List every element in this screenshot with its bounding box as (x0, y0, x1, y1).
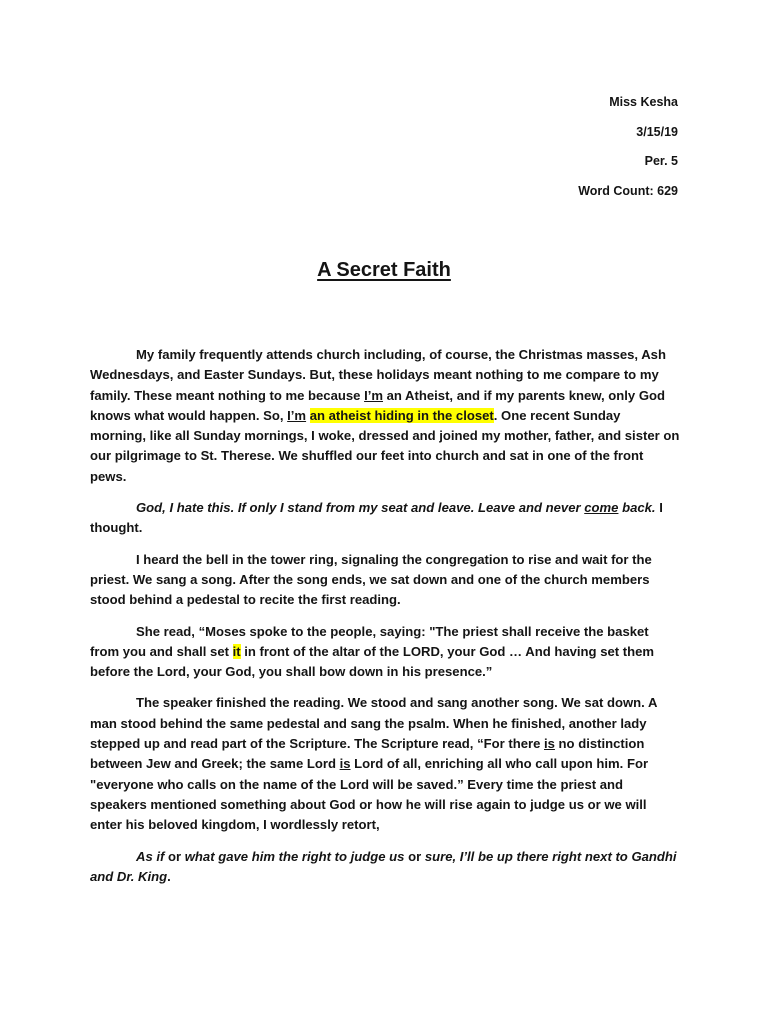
underlined-italic-text: come (584, 500, 619, 516)
author-name: Miss Kesha (609, 95, 678, 109)
text-run: She read, “Moses spoke to the people, saying: "The priest shall receive the basket from you and shall set (90, 623, 649, 659)
text-run: or (404, 848, 425, 864)
document-body (90, 345, 680, 898)
text-run: or (164, 848, 185, 864)
italic-text: back. (618, 500, 656, 516)
word-count: Word Count: 629 (578, 183, 678, 198)
text-run: no distinction between Jew and Greek; the same Lord (90, 736, 645, 772)
paragraph-1 (90, 345, 680, 487)
italic-text: As if (136, 848, 165, 864)
highlighted-text: it (232, 643, 241, 659)
paragraph-4 (90, 622, 680, 683)
paragraph-6 (90, 847, 680, 888)
underlined-text: I’m (364, 387, 383, 403)
text-run: I thought. (90, 500, 663, 536)
text-run: in front of the altar of the LORD, your God … And having set them before the Lord, your God, you shall bow down in his presence.” (90, 643, 655, 680)
document-title: A Secret Faith (317, 259, 451, 281)
italic-text: God, I hate this. If only I stand from my seat and leave. Leave and never (136, 500, 585, 516)
italic-text: what gave him the right to judge us (184, 848, 405, 864)
underlined-text: I’m (287, 407, 307, 423)
text-run: an Atheist, and if my parents knew, only God knows what would happen. So, (90, 387, 666, 423)
italic-text: sure, I’ll be up there right next to Gandhi and Dr. King (90, 848, 677, 884)
document-header (578, 92, 678, 210)
underlined-text: is (339, 756, 351, 772)
class-period: Per. 5 (644, 154, 678, 168)
text-run: Lord of all, enriching all who call upon him. For "everyone who calls on the name of the Lord will be saved.” Every time the priest and speakers mentioned something about God or how he will rise again to judge us or we will enter his beloved kingdom, I wordlessly retort, (90, 756, 649, 833)
text-run: . One recent Sunday morning, like all Sunday mornings, I woke, dressed and joined my mother, father, and sister on our pilgrimage to St. Therese. We shuffled our feet into church and sat in one of the front pews. (90, 407, 680, 484)
text-run: The speaker finished the reading. We stood and sang another song. We sat down. A man stood behind the same pedestal and sang the psalm. When he finished, another lady stepped up and read part of the Scripture. The Scripture read, “For there (90, 695, 657, 752)
document-date: 3/15/19 (636, 124, 678, 139)
paragraph-5 (90, 693, 680, 835)
paragraph-3: I heard the bell in the tower ring, signaling the congregation to rise and wait for the priest. We sang a song. After the song ends, we sat down and one of the church members stood behind a pedestal to recite the first reading. (90, 551, 652, 608)
paragraph-2 (90, 498, 680, 539)
text-run: . (167, 868, 171, 884)
highlighted-text: an atheist hiding in the closet (309, 407, 494, 423)
underlined-text: is (544, 736, 555, 752)
text-run: My family frequently attends church including, of course, the Christmas masses, Ash Wednesdays, and Easter Sundays. But, these holidays meant nothing to me compare to my family. These meant nothing to me because (90, 347, 666, 403)
